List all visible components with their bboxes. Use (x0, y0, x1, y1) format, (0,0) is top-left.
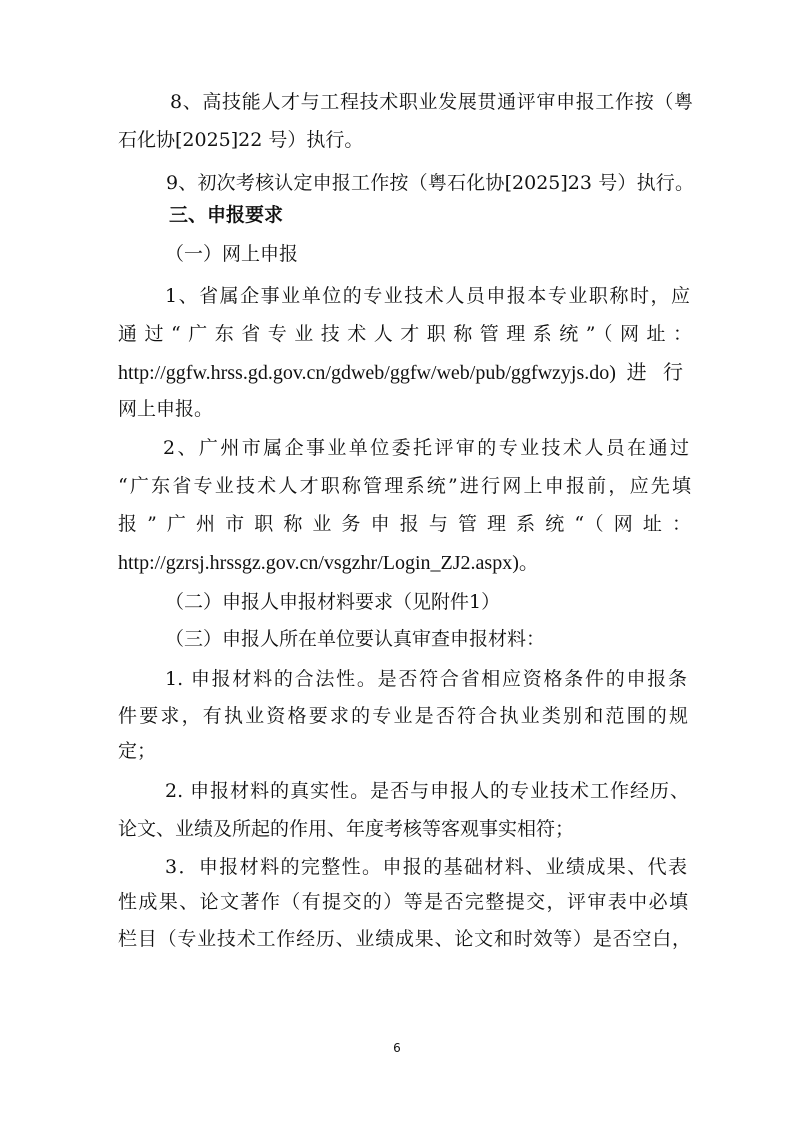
subsection-heading-2: （二）申报人申报材料要求（见附件1） (165, 591, 501, 613)
check-item-2-line-1: 2. 申报材料的真实性。是否与申报人的专业技术工作经历、 (165, 780, 689, 802)
subsection-heading-1: （一）网上申报 (165, 243, 299, 265)
check-item-2-line-2: 论文、业绩及所起的作用、年度考核等客观事实相符； (118, 818, 575, 840)
page-number: 6 (393, 1041, 401, 1055)
paragraph-2-line-4: http://gzrsj.hrssgz.gov.cn/vsgzhr/Login_ZJ2.aspx)。 (118, 552, 539, 574)
check-item-1-line-3: 定； (118, 740, 157, 762)
subsection-heading-3: （三）申报人所在单位要认真审查申报材料： (165, 628, 546, 650)
paragraph-2-line-2: “广东省专业技术人才职称管理系统”进行网上申报前，应先填 (118, 475, 691, 497)
check-item-3-line-2: 性成果、论文著作（有提交的）等是否完整提交，评审表中必填 (118, 891, 688, 913)
item-8-line-1: 8、高技能人才与工程技术职业发展贯通评审申报工作按（粤 (170, 91, 693, 113)
paragraph-2-line-3: 报”广州市职称业务申报与管理系统“（网址： (118, 513, 691, 535)
paragraph-1-line-2: 通过“广东省专业技术人才职称管理系统”（网址： (118, 323, 692, 345)
section-heading: 三、申报要求 (169, 204, 284, 226)
paragraph-2-line-1: 2、广州市属企事业单位委托评审的专业技术人员在通过 (163, 437, 689, 459)
item-8-line-2: 石化协[2025]22 号）执行。 (118, 129, 364, 151)
check-item-3-line-3: 栏目（专业技术工作经历、业绩成果、论文和时效等）是否空白， (118, 928, 691, 950)
paragraph-1-line-4: 网上申报。 (118, 398, 214, 420)
check-item-1-line-2: 件要求，有执业资格要求的专业是否符合执业类别和范围的规 (118, 705, 688, 727)
paragraph-1-line-3: http://ggfw.hrss.gd.gov.cn/gdweb/ggfw/web/pub/ggfwzyjs.do) 进 行 (118, 362, 683, 384)
item-9: 9、初次考核认定申报工作按（粤石化协[2025]23 号）执行。 (166, 172, 694, 194)
check-item-1-line-1: 1. 申报材料的合法性。是否符合省相应资格条件的申报条 (165, 668, 687, 690)
check-item-3-line-1: 3．申报材料的完整性。申报的基础材料、业绩成果、代表 (165, 856, 687, 878)
paragraph-1-line-1: 1、省属企事业单位的专业技术人员申报本专业职称时，应 (165, 285, 690, 307)
